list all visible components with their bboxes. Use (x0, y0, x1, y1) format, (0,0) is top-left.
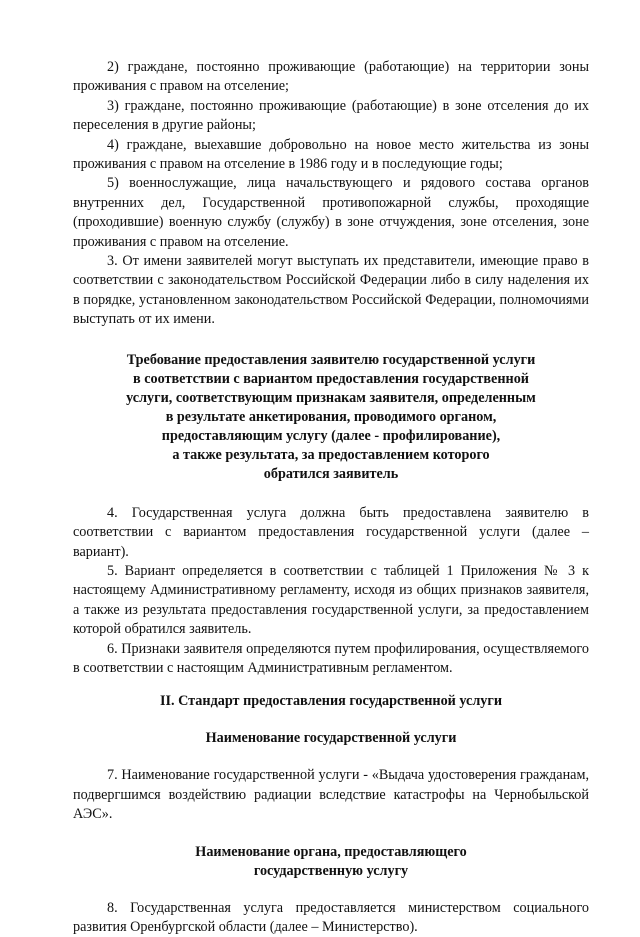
heading-line: в соответствии с вариантом предоставления государственной (133, 370, 529, 387)
paragraph-item-4: 4. Государственная услуга должна быть предоставлена заявителю в соответствии с вариантом предоставления государственной услуги (далее – вариант). (73, 504, 589, 560)
paragraph-item-8: 8. Государственная услуга предоставляется министерством социального развития Оренбургской области (далее – Министерство). (73, 899, 589, 935)
heading-line: Наименование органа, предоставляющего (195, 843, 467, 860)
document-page (73, 58, 589, 937)
paragraph-item-6: 6. Признаки заявителя определяются путем профилирования, осуществляемого в соответствии с настоящим Административным регламентом. (73, 640, 589, 676)
paragraph-representatives: 3. От имени заявителей могут выступать их представители, имеющие право в соответствии с законодательством Российской Федерации либо в силу наделения их в порядке, установленном законодательством Российской Федерации, полномочиями выступать от их имени. (73, 253, 589, 328)
paragraph-item-5: 5. Вариант определяется в соответствии с таблицей 1 Приложения № 3 к настоящему Административному регламенту, исходя из общих признаков заявителя, а также из результата предоставления государственной услуги, за предоставлением которой обратился заявитель. (73, 562, 589, 638)
heading-requirement (73, 351, 589, 484)
paragraph-item-7: 7. Наименование государственной услуги - «Выдача удостоверения гражданам, подвергшимся воздействию радиации вследствие катастрофы на Чернобыльской АЭС». (73, 767, 589, 823)
paragraph-4: 4) граждане, выехавшие добровольно на новое место жительства из зоны проживания с правом на отселение в 1986 году и в последующие годы; (73, 136, 589, 173)
heading-line: предоставляющим услугу (далее - профилирование), (161, 427, 501, 444)
paragraph-2: 2) граждане, постоянно проживающие (работающие) на территории зоны проживания с правом на отселение; (73, 59, 589, 95)
heading-line: Требование предоставления заявителю государственной услуги (126, 351, 536, 368)
paragraph-5: 5) военнослужащие, лица начальствующего и рядового состава органов внутренних дел, Государственной противопожарной службы, проходящие (проходившие) военную службу (службу) в зоне отчуждения, зоне отселения, зоне проживания с правом на отселение. (73, 175, 589, 250)
heading-organ (73, 843, 589, 881)
heading-line: услуги, соответствующим признакам заявителя, определенным (126, 389, 536, 406)
heading-service-name: Наименование государственной услуги (205, 730, 457, 747)
section-title: II. Стандарт предоставления государственной услуги (159, 693, 503, 710)
heading-line: а также результата, за предоставлением которого (172, 446, 490, 463)
heading-line: государственную услугу (253, 862, 409, 879)
paragraph-3: 3) граждане, постоянно проживающие (работающие) в зоне отселения до их переселения в другие районы; (73, 97, 589, 134)
heading-line: в результате анкетирования, проводимого органом, (165, 408, 497, 425)
heading-line: обратился заявитель (263, 465, 399, 482)
